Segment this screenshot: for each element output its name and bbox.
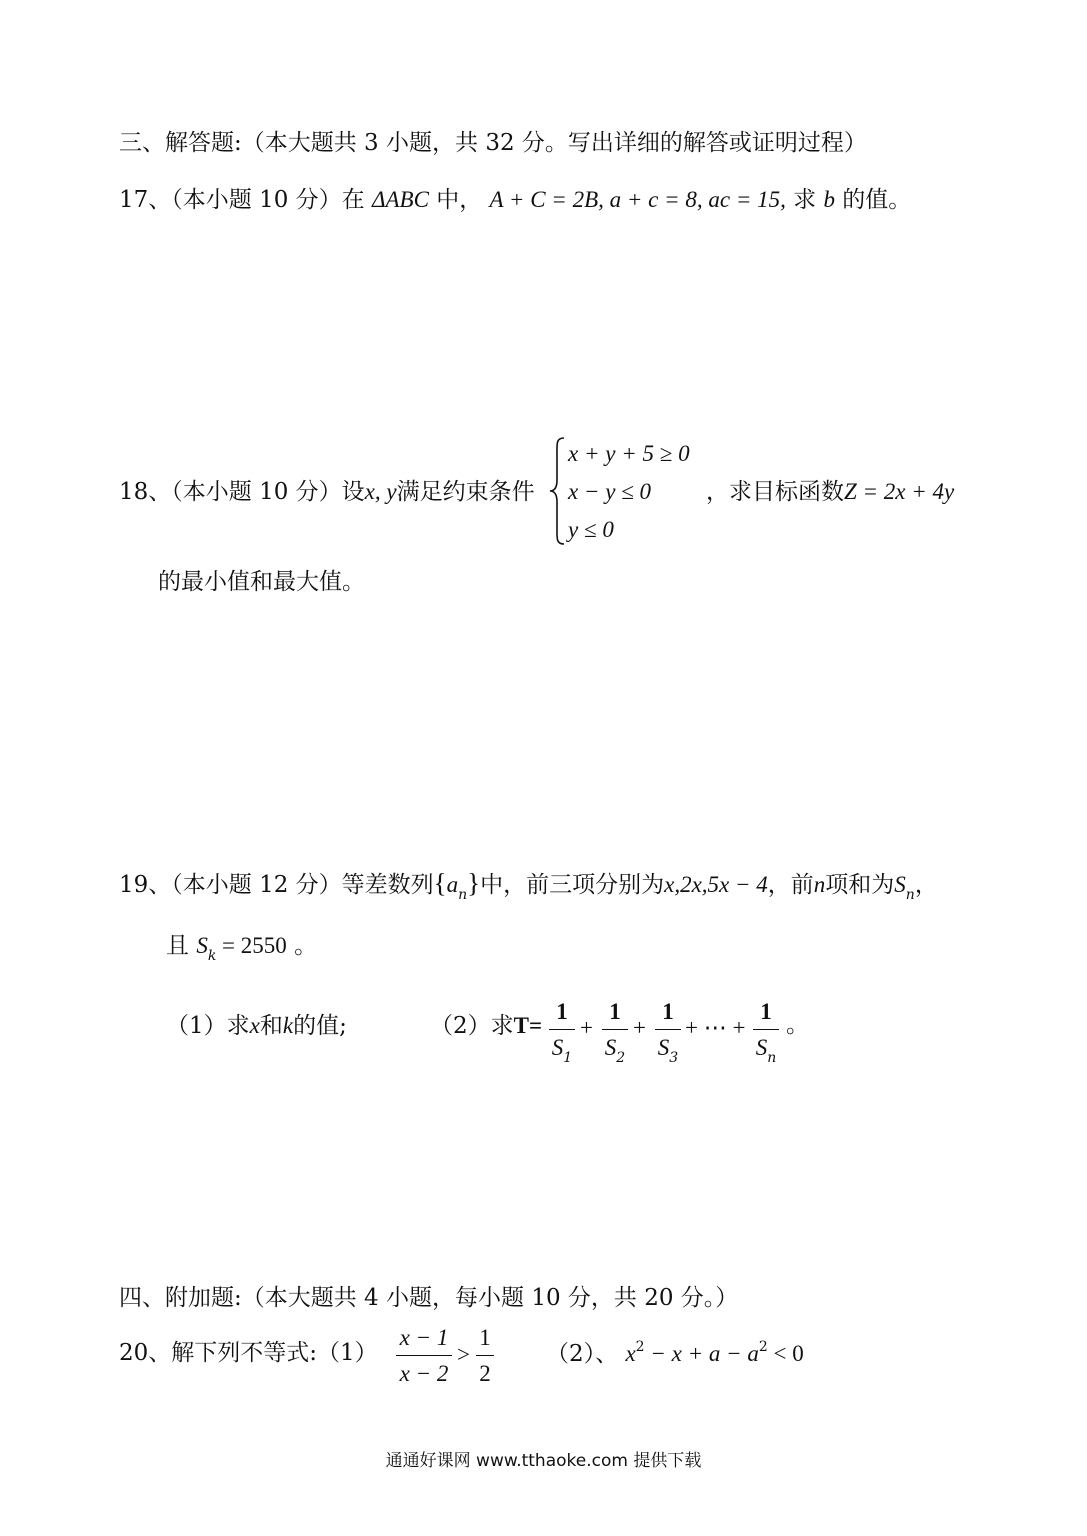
frac1-den: S — [551, 1035, 564, 1060]
q17-tail: 的值。 — [842, 187, 912, 213]
fracn-bar — [753, 1029, 779, 1030]
plus-1: + — [580, 1015, 593, 1040]
constraint-3: y ≤ 0 — [568, 517, 614, 542]
fraction-1-over-Sn — [753, 999, 779, 1066]
plus-2: + — [633, 1015, 646, 1040]
q19-seq-sub: n — [458, 887, 468, 903]
frac1-sub: 1 — [563, 1050, 573, 1066]
q20-f1-bar — [396, 1355, 452, 1356]
constraint-1: x + y + 5 ≥ 0 — [568, 441, 690, 466]
question-19 — [119, 868, 938, 903]
q17-mid: 中， — [436, 187, 483, 213]
q20-fraction-1 — [396, 1326, 452, 1385]
q19-Sk: S — [196, 933, 208, 958]
q20-part2 — [546, 1339, 804, 1367]
q19-mid2: ，前 — [767, 872, 814, 898]
q20-ineq-sup1: 2 — [635, 1339, 645, 1355]
q19-Sk-sub: k — [207, 948, 217, 964]
q19-seq-var: a — [446, 872, 459, 897]
q20-gt: > — [457, 1342, 470, 1367]
q18-objective: Z = 2x + 4y — [844, 479, 955, 504]
frac3-bar — [655, 1029, 681, 1030]
q19-part1 — [166, 1014, 347, 1038]
section3-heading-text: 三、解答题:（本大题共 3 小题，共 32 分。写出详细的解答或证明过程） — [119, 130, 867, 156]
fracn-sub: n — [767, 1050, 777, 1066]
fraction-1-over-S2 — [602, 999, 628, 1066]
q19-end: 。 — [786, 1012, 809, 1038]
q19-part1-lead: （1）求 — [166, 1013, 250, 1039]
q19-part1-k: k — [282, 1013, 294, 1038]
q20-f1-num: x − 1 — [399, 1325, 449, 1350]
q20-f2-bar — [476, 1355, 494, 1356]
frac2-bar — [602, 1029, 628, 1030]
q20-f2-den: 2 — [479, 1361, 491, 1386]
section3-heading — [119, 132, 867, 155]
q19-seq-open: { — [433, 868, 447, 898]
q17-lead: 17、（本小题 10 分）在 — [119, 187, 365, 213]
q19-part2-lead: （2）求 — [430, 1013, 514, 1039]
q18-mid: 满足约束条件 — [396, 479, 535, 505]
q17-condition: A + C = 2B, a + c = 8, ac = 15, — [489, 187, 786, 212]
q19-Sk-val: = 2550 — [216, 933, 287, 958]
q19-line2 — [166, 933, 318, 964]
section4-heading: 四、附加题:（本大题共 4 小题，每小题 10 分，共 20 分。） — [119, 1285, 739, 1311]
frac3-num: 1 — [662, 999, 674, 1024]
q19-terms: x,2x,5x − 4 — [664, 872, 768, 897]
q19-line2-tail: 。 — [286, 933, 318, 959]
frac3-sub: 3 — [669, 1050, 679, 1066]
q18-line2: 的最小值和最大值。 — [158, 569, 365, 595]
question-17 — [119, 188, 911, 212]
q18-objective-line — [706, 480, 954, 504]
q19-part2-T: T= — [513, 1013, 543, 1038]
q19-lead: 19、（本小题 12 分）等差数列 — [119, 872, 434, 898]
q19-S: S — [894, 872, 906, 897]
q19-n: n — [813, 872, 826, 897]
q20-lead: 20、解下列不等式:（1） — [119, 1340, 378, 1366]
left-brace-icon — [548, 436, 566, 546]
frac2-den: S — [604, 1035, 617, 1060]
q19-line2-lead: 且 — [166, 933, 189, 959]
fraction-1-over-S1 — [549, 999, 575, 1066]
q20-ineq-sup2: 2 — [758, 1339, 768, 1355]
q20-ineq-c: < 0 — [767, 1341, 804, 1366]
q20-part2-label: （2）、 — [546, 1341, 619, 1367]
q19-part1-mid: 和 — [259, 1013, 283, 1039]
q19-S-sub: n — [905, 887, 915, 903]
q18-lead: 18、（本小题 10 分）设 — [119, 479, 365, 505]
q20-ineq-a: x — [625, 1341, 636, 1366]
q19-mid: 中，前三项分别为 — [480, 872, 665, 898]
q19-seq-close: } — [467, 868, 481, 898]
q19-mid3: 项和为 — [825, 872, 895, 898]
q18-after: ，求目标函数 — [706, 479, 844, 505]
q17-ask: 求 — [793, 187, 817, 213]
q20-fraction-2 — [476, 1326, 494, 1385]
fracn-den: S — [755, 1035, 768, 1060]
q20-ineq-b: − x + a − a — [644, 1341, 759, 1366]
footer-source: 通通好课网 www.tthaoke.com 提供下载 — [385, 1451, 702, 1471]
frac1-bar — [549, 1029, 575, 1030]
q18-vars: x, y — [364, 479, 397, 504]
question-18 — [119, 480, 535, 504]
q17-var: b — [823, 187, 835, 212]
fracn-num: 1 — [760, 999, 772, 1024]
fraction-1-over-S3 — [655, 999, 681, 1066]
q20-f2-num: 1 — [479, 1325, 491, 1350]
frac2-sub: 2 — [616, 1050, 626, 1066]
q19-comma: ， — [914, 872, 938, 898]
q19-part1-x: x — [249, 1013, 260, 1038]
q19-part1-tail: 的值; — [293, 1013, 347, 1039]
ellipsis: + ⋯ + — [685, 1015, 746, 1040]
frac3-den: S — [657, 1035, 670, 1060]
q20-f1-den: x − 2 — [399, 1361, 449, 1386]
constraint-2: x − y ≤ 0 — [568, 479, 652, 504]
frac2-num: 1 — [609, 999, 621, 1024]
frac1-num: 1 — [556, 999, 568, 1024]
q17-triangle: ΔABC — [371, 187, 429, 212]
q19-part2 — [430, 1014, 542, 1038]
